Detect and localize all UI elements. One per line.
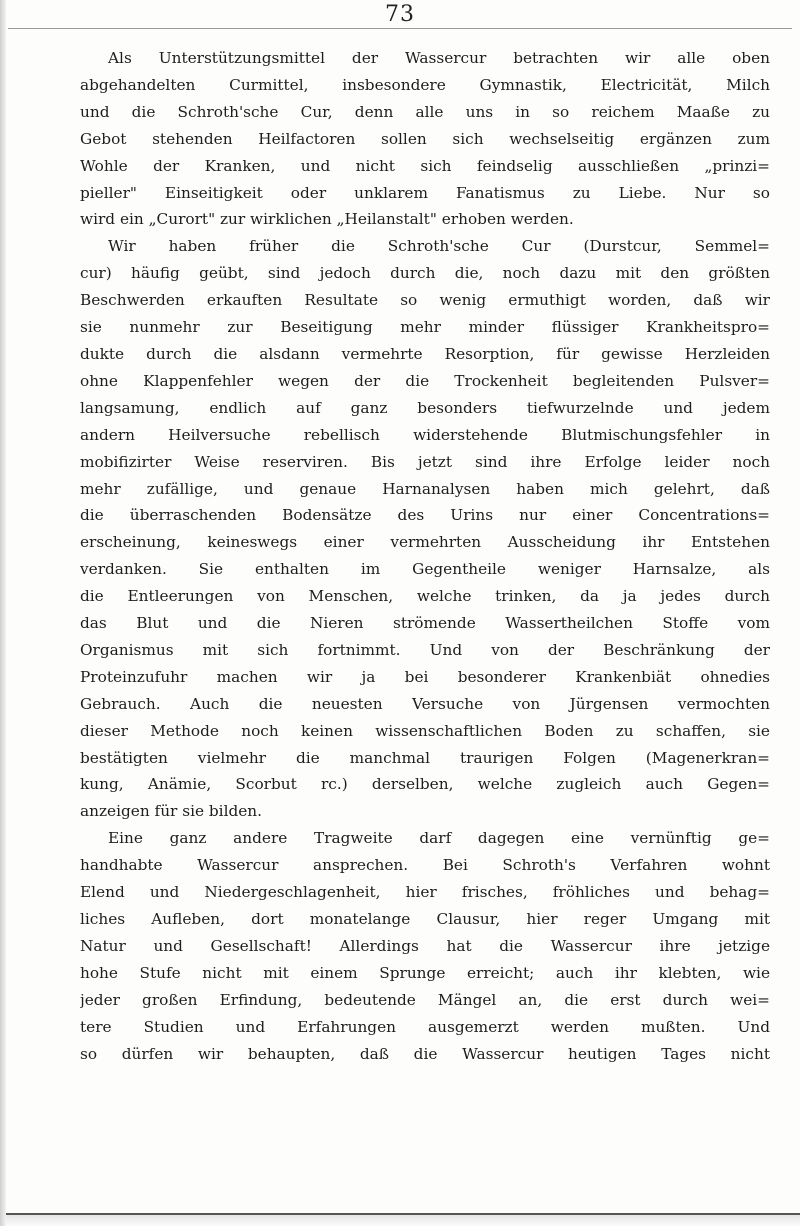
text-line: Organismus mit sich fortnimmt. Und von der Beschränkung der — [80, 640, 770, 659]
page-number: 73 — [385, 2, 415, 27]
text-line: langsamung, endlich auf ganz besonders tiefwurzelnde und jedem — [80, 398, 770, 417]
text-line: Beschwerden erkauften Resultate so wenig ermuthigt worden, daß wir — [80, 291, 770, 310]
text-line: tere Studien und Erfahrungen ausgemerzt werden mußten. Und — [80, 1017, 770, 1036]
text-line: verdanken. Sie enthalten im Gegentheile weniger Harnsalze, als — [80, 560, 770, 579]
text-line: abgehandelten Curmittel, insbesondere Gymnastik, Electricität, Milch — [80, 75, 770, 94]
text-line: Wohle der Kranken, und nicht sich feindselig ausschließen „prinzi= — [80, 156, 770, 175]
text-line: so dürfen wir behaupten, daß die Wassercur heutigen Tages nicht — [80, 1044, 770, 1063]
text-line: dieser Methode noch keinen wissenschaftlichen Boden zu schaffen, sie — [80, 721, 770, 740]
text-line: sie nunmehr zur Beseitigung mehr minder flüssiger Krankheitspro= — [80, 318, 770, 337]
page-edge — [0, 0, 6, 1226]
bottom-shade — [6, 1215, 800, 1226]
text-line: die Entleerungen von Menschen, welche trinken, da ja jedes durch — [80, 587, 770, 606]
text-line: und die Schroth'sche Cur, denn alle uns in so reichem Maaße zu — [80, 102, 770, 121]
text-line: mehr zufällige, und genaue Harnanalysen haben mich gelehrt, daß — [80, 479, 770, 498]
text-line: anzeigen für sie bilden. — [80, 802, 263, 821]
text-line: jeder großen Erfindung, bedeutende Mängel an, die erst durch wei= — [80, 990, 770, 1009]
text-line: die überraschenden Bodensätze des Urins nur einer Concentrations= — [80, 506, 770, 525]
text-line: pieller" Einseitigkeit oder unklarem Fanatismus zu Liebe. Nur so — [80, 183, 770, 202]
text-line: Gebot stehenden Heilfactoren sollen sich wechselseitig ergänzen zum — [80, 129, 770, 148]
text-line: Gebrauch. Auch die neuesten Versuche von Jürgensen vermochten — [80, 694, 770, 713]
text-line: andern Heilversuche rebellisch widerstehende Blutmischungsfehler in — [80, 425, 770, 444]
text-line: erscheinung, keineswegs einer vermehrten Ausscheidung ihr Entstehen — [80, 533, 770, 552]
text-line: dukte durch die alsdann vermehrte Resorption, für gewisse Herzleiden — [80, 344, 770, 363]
body-text — [80, 45, 770, 1067]
text-line: Wir haben früher die Schroth'sche Cur (Durstcur, Semmel= — [108, 237, 770, 256]
text-line: Elend und Niedergeschlagenheit, hier frisches, fröhliches und behag= — [80, 883, 770, 902]
text-line: Als Unterstützungsmittel der Wassercur betrachten wir alle oben — [108, 49, 770, 67]
text-line: handhabte Wassercur ansprechen. Bei Schroth's Verfahren wohnt — [80, 856, 770, 875]
text-line: wird ein „Curort" zur wirklichen „Heilanstalt" erhoben werden. — [80, 210, 574, 229]
text-line: liches Aufleben, dort monatelange Clausur, hier reger Umgang mit — [80, 910, 770, 928]
text-line: mobifizirter Weise reserviren. Bis jetzt sind ihre Erfolge leider noch — [80, 452, 770, 471]
text-line: ohne Klappenfehler wegen der die Trockenheit begleitenden Pulsver= — [80, 371, 770, 390]
text-line: Proteinzufuhr machen wir ja bei besonderer Krankenbiät ohnedies — [80, 667, 770, 686]
text-line: kung, Anämie, Scorbut rc.) derselben, welche zugleich auch Gegen= — [80, 775, 770, 794]
text-line: Eine ganz andere Tragweite darf dagegen eine vernünftig ge= — [108, 829, 770, 848]
header-rule — [8, 28, 792, 29]
text-line: Natur und Gesellschaft! Allerdings hat die Wassercur ihre jetzige — [80, 936, 770, 955]
text-line: hohe Stufe nicht mit einem Sprunge erreicht; auch ihr klebten, wie — [80, 963, 770, 982]
text-line: cur) häufig geübt, sind jedoch durch die, noch dazu mit den größten — [80, 264, 770, 283]
text-line: das Blut und die Nieren strömende Wassertheilchen Stoffe vom — [80, 614, 770, 633]
text-line: bestätigten vielmehr die manchmal traurigen Folgen (Magenerkran= — [80, 748, 770, 767]
